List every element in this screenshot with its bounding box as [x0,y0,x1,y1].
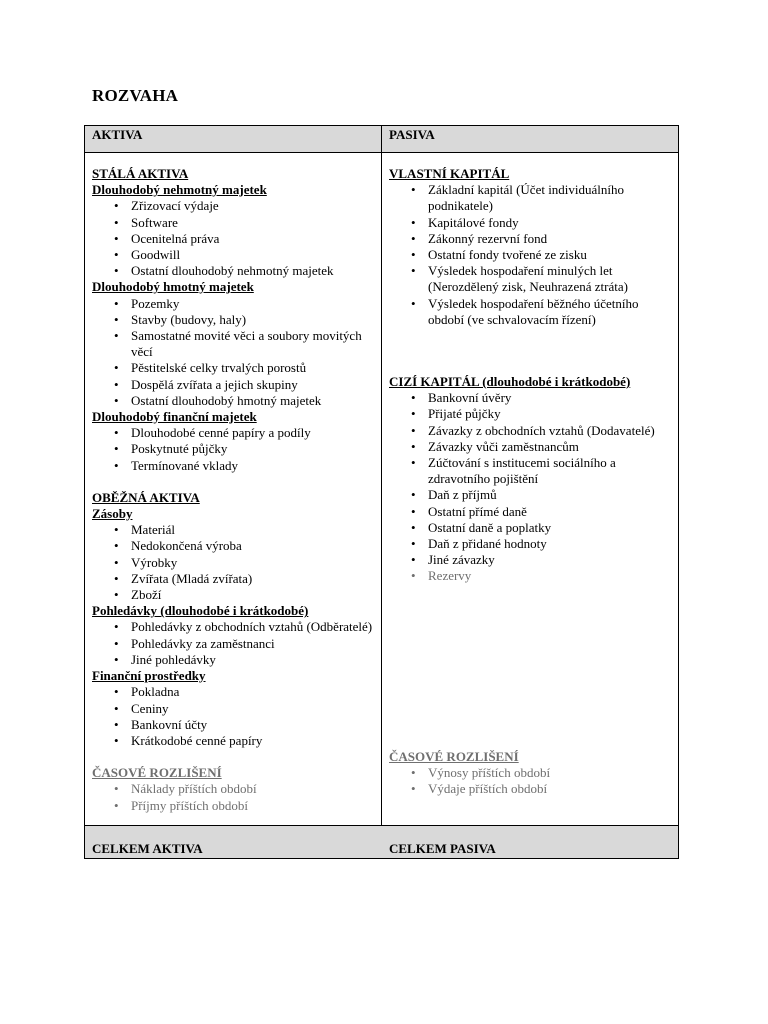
list-item: • Výsledek hospodaření minulých let (Nerozdělený zisk, Neuhrazená ztráta) [389,263,674,295]
zasoby-title: Zásoby [92,506,133,522]
list-item: • Dospělá zvířata a jejich skupiny [92,377,377,393]
financni-prostredky-list [92,684,377,749]
pasiva-column [389,166,674,797]
list-item: • Zřizovací výdaje [92,198,377,214]
list-item: • Závazky vůči zaměstnancům [389,439,674,455]
financni-prostredky-title: Finanční prostředky [92,668,206,684]
list-item: • Zvířata (Mladá zvířata) [92,571,377,587]
document-title: ROZVAHA [92,86,179,105]
list-item: • Závazky z obchodních vztahů (Dodavatelé) [389,423,674,439]
list-item: • Poskytnuté půjčky [92,441,377,457]
list-item: • Bankovní účty [92,717,377,733]
list-item: • Bankovní úvěry [389,390,674,406]
hmotny-majetek-title: Dlouhodobý hmotný majetek [92,279,254,295]
list-item: • Přijaté půjčky [389,406,674,422]
list-item: • Náklady příštích období [92,781,377,797]
zasoby-list [92,522,377,603]
list-item: • Daň z přidané hodnoty [389,536,674,552]
list-item: • Výrobky [92,555,377,571]
list-item: • Pokladna [92,684,377,700]
aktiva-column [92,166,377,814]
list-item: • Ostatní daně a poplatky [389,520,674,536]
list-item: • Zúčtování s institucemi sociálního a zdravotního pojištění [389,455,674,487]
list-item: • Ceniny [92,701,377,717]
list-item: • Zboží [92,587,377,603]
casove-rozliseni-aktiva-list [92,781,377,813]
list-item: • Dlouhodobé cenné papíry a podíly [92,425,377,441]
list-item: • Výdaje příštích období [389,781,674,797]
cizi-kapital-title: CIZÍ KAPITÁL (dlouhodobé i krátkodobé) [389,374,631,390]
balance-sheet-table [84,125,679,859]
list-item: • Ostatní dlouhodobý nehmotný majetek [92,263,377,279]
list-item: • Ostatní přímé daně [389,504,674,520]
list-item: • Pěstitelské celky trvalých porostů [92,360,377,376]
list-item: • Software [92,215,377,231]
casove-rozliseni-pasiva-title: ČASOVÉ ROZLIŠENÍ [389,748,519,764]
list-item: • Ostatní fondy tvořené ze zisku [389,247,674,263]
list-item: • Rezervy [389,568,674,584]
list-item: • Samostatné movité věci a soubory movitých věcí [92,328,377,360]
list-item: • Ocenitelná práva [92,231,377,247]
financni-majetek-list [92,425,377,474]
nehmotny-majetek-list [92,198,377,279]
list-item: • Jiné pohledávky [92,652,377,668]
stala-aktiva-title: STÁLÁ AKTIVA [92,166,189,181]
column-divider [381,126,382,858]
list-item: • Pozemky [92,296,377,312]
list-item: • Výsledek hospodaření běžného účetního období (ve schvalovacím řízení) [389,296,674,328]
list-item: • Materiál [92,522,377,538]
list-item: • Nedokončená výroba [92,538,377,554]
list-item: • Zákonný rezervní fond [389,231,674,247]
table-footer-row [85,825,678,858]
list-item: • Krátkodobé cenné papíry [92,733,377,749]
list-item: • Pohledávky z obchodních vztahů (Odběratelé) [92,619,377,635]
nehmotny-majetek-title: Dlouhodobý nehmotný majetek [92,182,267,198]
list-item: • Termínované vklady [92,458,377,474]
list-item: • Kapitálové fondy [389,215,674,231]
aktiva-header: AKTIVA [92,127,143,142]
cizi-kapital-list [389,390,674,584]
obezna-aktiva-title: OBĚŽNÁ AKTIVA [92,489,200,505]
vlastni-kapital-list [389,182,674,328]
list-item: • Pohledávky za zaměstnanci [92,636,377,652]
list-item: • Příjmy příštích období [92,798,377,814]
list-item: • Jiné závazky [389,552,674,568]
pohledavky-list [92,619,377,668]
list-item: • Goodwill [92,247,377,263]
vlastni-kapital-title: VLASTNÍ KAPITÁL [389,166,510,181]
list-item: • Stavby (budovy, haly) [92,312,377,328]
financni-majetek-title: Dlouhodobý finanční majetek [92,409,257,425]
list-item: • Výnosy příštích období [389,765,674,781]
list-item: • Základní kapitál (Účet individuálního podnikatele) [389,182,674,214]
hmotny-majetek-list [92,296,377,409]
casove-rozliseni-pasiva-list [389,765,674,797]
celkem-aktiva-label: CELKEM AKTIVA [92,841,203,856]
pohledavky-title: Pohledávky (dlouhodobé i krátkodobé) [92,603,309,619]
celkem-pasiva-label: CELKEM PASIVA [389,841,496,856]
pasiva-header: PASIVA [389,127,435,142]
list-item: • Daň z příjmů [389,487,674,503]
list-item: • Ostatní dlouhodobý hmotný majetek [92,393,377,409]
casove-rozliseni-aktiva-title: ČASOVÉ ROZLIŠENÍ [92,765,222,781]
